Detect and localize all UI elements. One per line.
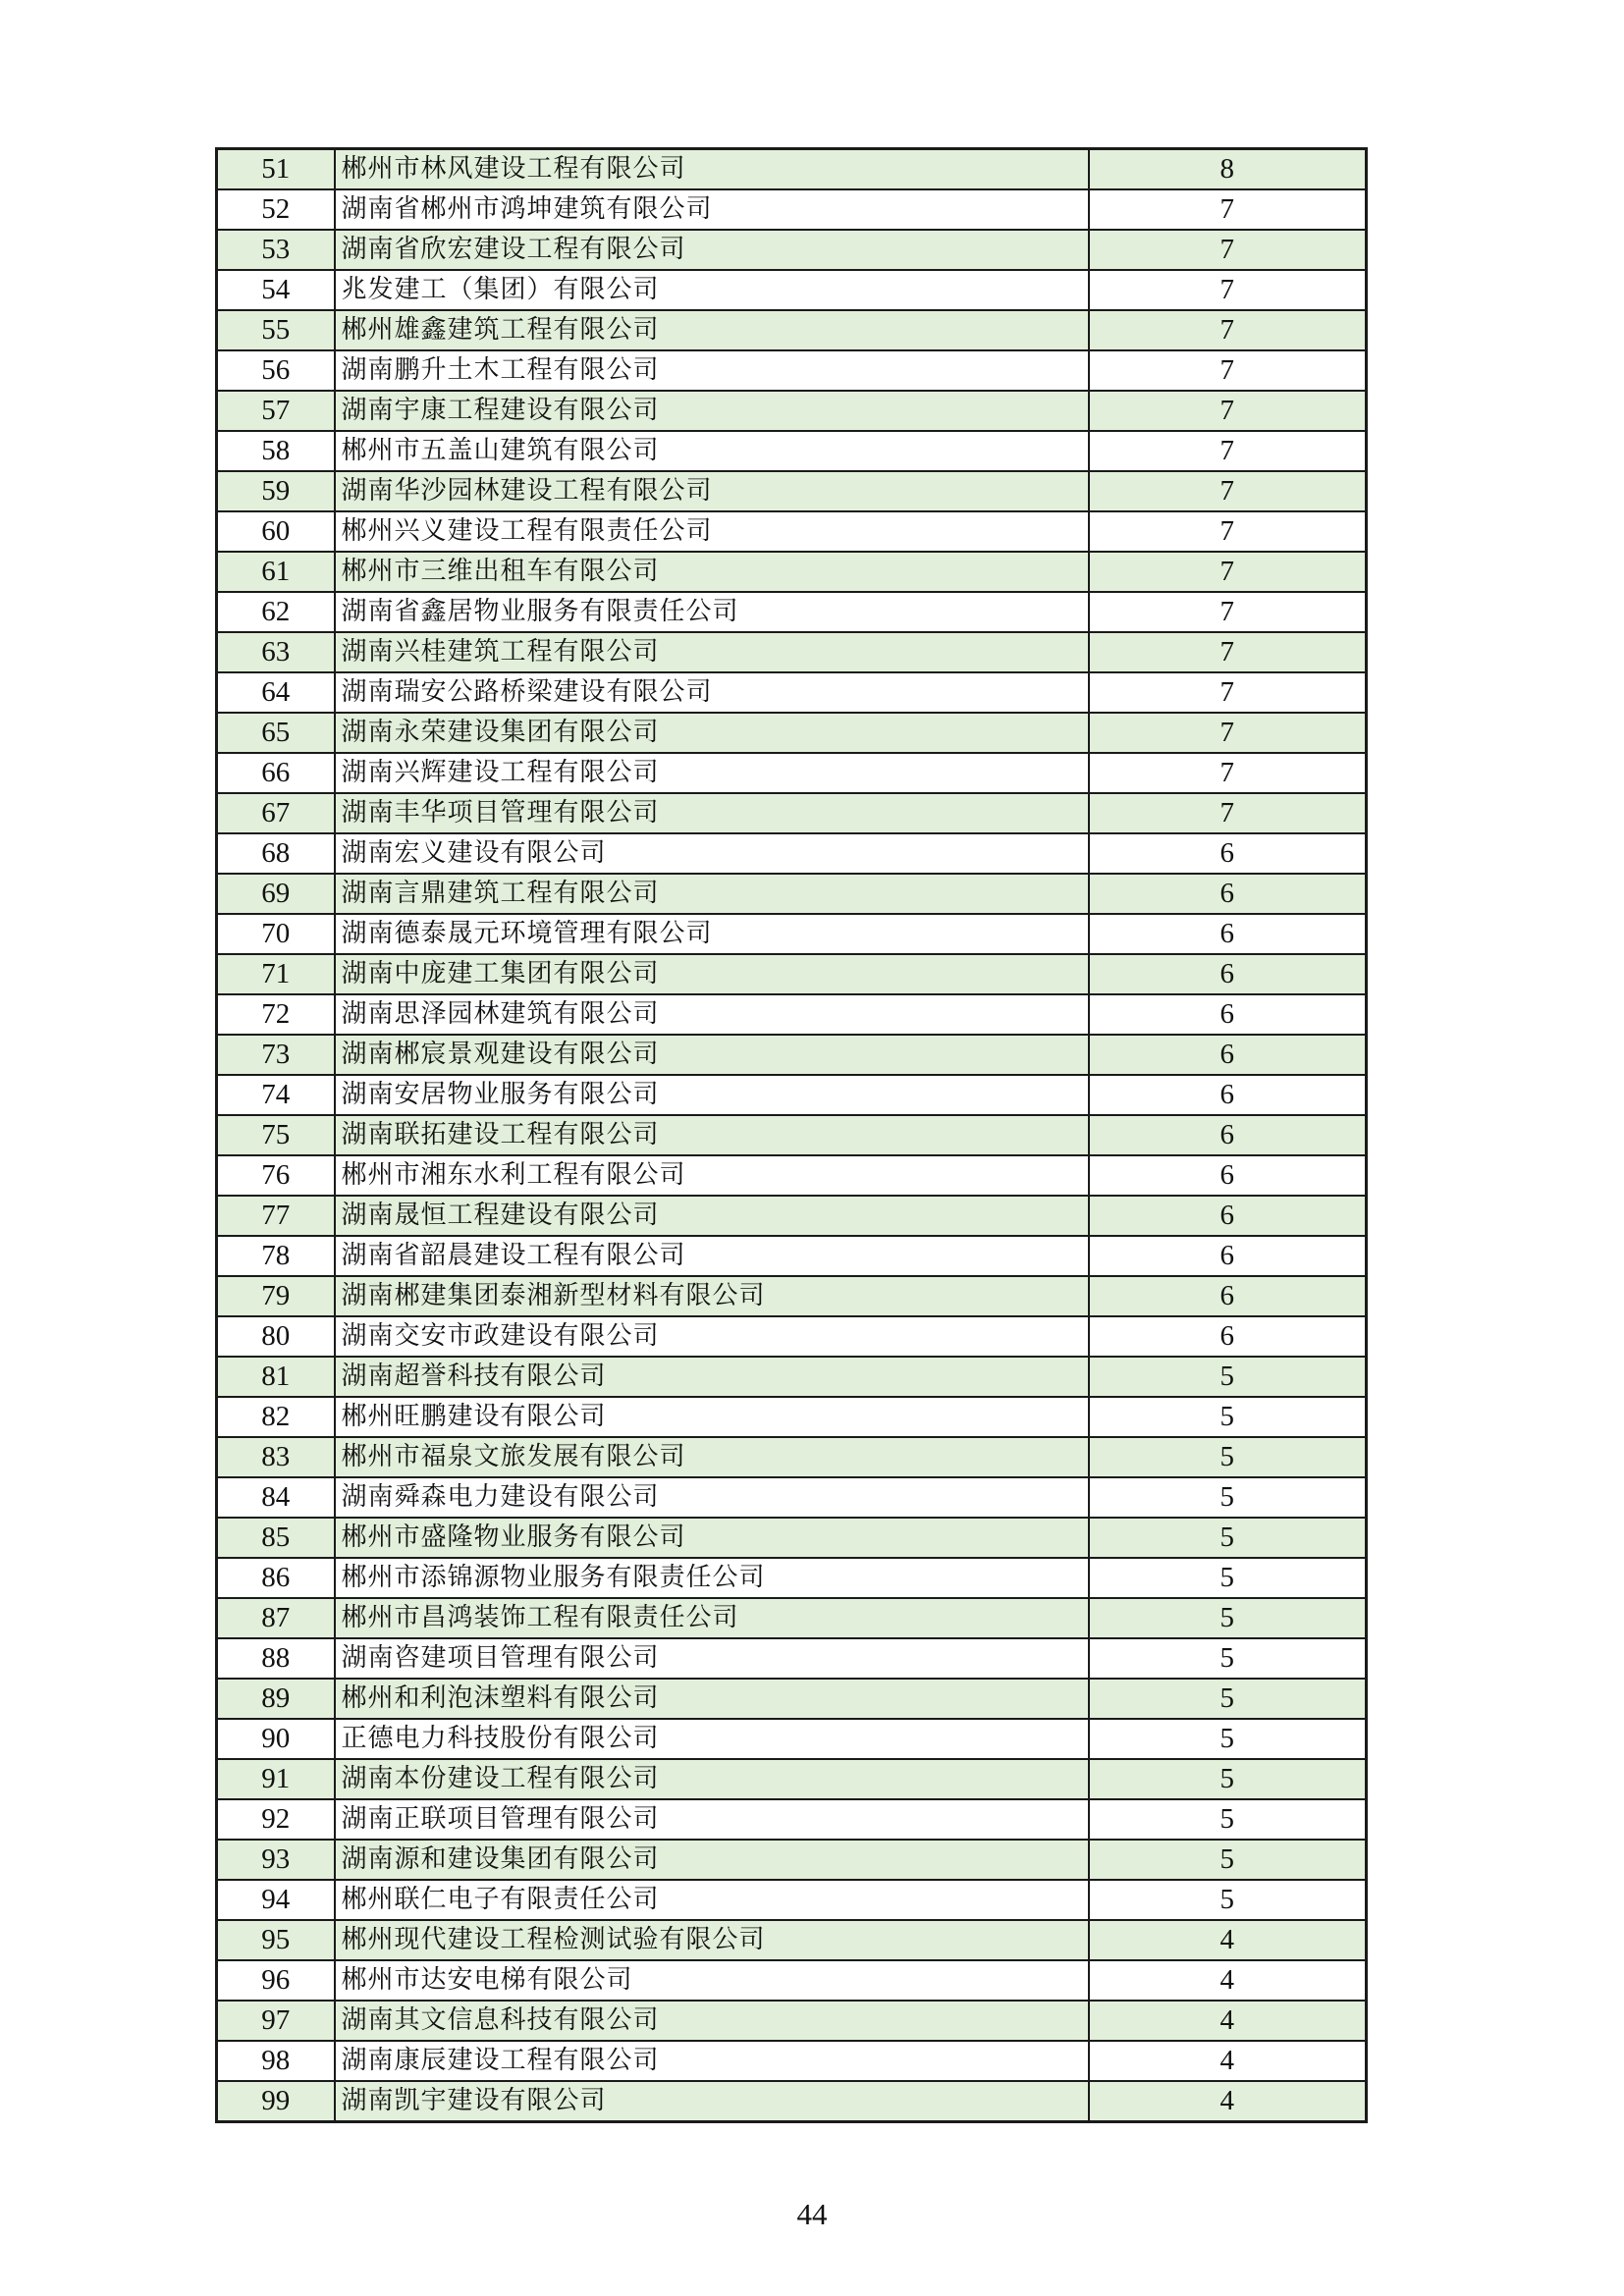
table-row <box>217 793 1367 833</box>
row-number-cell: 77 <box>217 1196 335 1236</box>
score-cell: 5 <box>1089 1357 1367 1397</box>
score-cell: 5 <box>1089 1719 1367 1759</box>
score-cell: 6 <box>1089 1236 1367 1276</box>
row-number-cell: 95 <box>217 1920 335 1960</box>
table-row <box>217 1518 1367 1558</box>
score-cell: 6 <box>1089 1316 1367 1357</box>
row-number-cell: 69 <box>217 874 335 914</box>
company-name-cell: 郴州现代建设工程检测试验有限公司 <box>335 1920 1089 1960</box>
row-number-cell: 65 <box>217 713 335 753</box>
table-row <box>217 1880 1367 1920</box>
company-name-cell: 郴州市五盖山建筑有限公司 <box>335 431 1089 471</box>
score-cell: 5 <box>1089 1840 1367 1880</box>
row-number-cell: 96 <box>217 1960 335 2001</box>
company-name-cell: 湖南联拓建设工程有限公司 <box>335 1115 1089 1155</box>
company-name-cell: 郴州市达安电梯有限公司 <box>335 1960 1089 2001</box>
company-name-cell: 郴州市昌鸿装饰工程有限责任公司 <box>335 1598 1089 1638</box>
table-row <box>217 1196 1367 1236</box>
company-name-cell: 湖南郴建集团泰湘新型材料有限公司 <box>335 1276 1089 1316</box>
table-row <box>217 2001 1367 2041</box>
row-number-cell: 92 <box>217 1799 335 1840</box>
score-cell: 5 <box>1089 1598 1367 1638</box>
score-cell: 5 <box>1089 1638 1367 1679</box>
score-cell: 7 <box>1089 793 1367 833</box>
row-number-cell: 82 <box>217 1397 335 1437</box>
ranking-table-body <box>217 149 1367 2122</box>
row-number-cell: 93 <box>217 1840 335 1880</box>
company-name-cell: 湖南言鼎建筑工程有限公司 <box>335 874 1089 914</box>
table-row <box>217 2081 1367 2122</box>
table-row <box>217 994 1367 1035</box>
ranking-table <box>215 147 1368 2123</box>
row-number-cell: 97 <box>217 2001 335 2041</box>
score-cell: 7 <box>1089 230 1367 270</box>
table-row <box>217 1115 1367 1155</box>
table-row <box>217 1236 1367 1276</box>
table-row <box>217 1960 1367 2001</box>
row-number-cell: 60 <box>217 511 335 552</box>
table-row <box>217 1276 1367 1316</box>
row-number-cell: 54 <box>217 270 335 310</box>
score-cell: 5 <box>1089 1477 1367 1518</box>
company-name-cell: 湖南康辰建设工程有限公司 <box>335 2041 1089 2081</box>
row-number-cell: 53 <box>217 230 335 270</box>
row-number-cell: 51 <box>217 149 335 190</box>
company-name-cell: 郴州和利泡沫塑料有限公司 <box>335 1679 1089 1719</box>
company-name-cell: 郴州市湘东水利工程有限公司 <box>335 1155 1089 1196</box>
score-cell: 7 <box>1089 511 1367 552</box>
score-cell: 7 <box>1089 592 1367 632</box>
score-cell: 6 <box>1089 1035 1367 1075</box>
table-row <box>217 1035 1367 1075</box>
score-cell: 4 <box>1089 2081 1367 2122</box>
score-cell: 7 <box>1089 310 1367 350</box>
company-name-cell: 郴州兴义建设工程有限责任公司 <box>335 511 1089 552</box>
score-cell: 6 <box>1089 874 1367 914</box>
row-number-cell: 98 <box>217 2041 335 2081</box>
row-number-cell: 86 <box>217 1558 335 1598</box>
row-number-cell: 62 <box>217 592 335 632</box>
table-row <box>217 833 1367 874</box>
table-row <box>217 1840 1367 1880</box>
table-row <box>217 310 1367 350</box>
row-number-cell: 81 <box>217 1357 335 1397</box>
row-number-cell: 55 <box>217 310 335 350</box>
company-name-cell: 湖南永荣建设集团有限公司 <box>335 713 1089 753</box>
company-name-cell: 湖南超誉科技有限公司 <box>335 1357 1089 1397</box>
table-row <box>217 1397 1367 1437</box>
score-cell: 6 <box>1089 954 1367 994</box>
score-cell: 7 <box>1089 350 1367 391</box>
score-cell: 7 <box>1089 552 1367 592</box>
table-row <box>217 189 1367 230</box>
table-row <box>217 230 1367 270</box>
row-number-cell: 59 <box>217 471 335 511</box>
table-row <box>217 1437 1367 1477</box>
table-row <box>217 1799 1367 1840</box>
company-name-cell: 郴州市林风建设工程有限公司 <box>335 149 1089 190</box>
table-row <box>217 1558 1367 1598</box>
table-row <box>217 350 1367 391</box>
company-name-cell: 郴州市三维出租车有限公司 <box>335 552 1089 592</box>
company-name-cell: 湖南省韶晨建设工程有限公司 <box>335 1236 1089 1276</box>
score-cell: 6 <box>1089 1196 1367 1236</box>
row-number-cell: 80 <box>217 1316 335 1357</box>
score-cell: 7 <box>1089 431 1367 471</box>
table-row <box>217 1920 1367 1960</box>
company-name-cell: 郴州旺鹏建设有限公司 <box>335 1397 1089 1437</box>
company-name-cell: 湖南舜森电力建设有限公司 <box>335 1477 1089 1518</box>
company-name-cell: 湖南晟恒工程建设有限公司 <box>335 1196 1089 1236</box>
row-number-cell: 85 <box>217 1518 335 1558</box>
score-cell: 7 <box>1089 391 1367 431</box>
table-row <box>217 1075 1367 1115</box>
company-name-cell: 湖南源和建设集团有限公司 <box>335 1840 1089 1880</box>
table-row <box>217 1316 1367 1357</box>
ranking-table-container <box>215 147 1365 2123</box>
company-name-cell: 兆发建工（集团）有限公司 <box>335 270 1089 310</box>
table-row <box>217 511 1367 552</box>
score-cell: 5 <box>1089 1397 1367 1437</box>
score-cell: 6 <box>1089 994 1367 1035</box>
table-row <box>217 713 1367 753</box>
score-cell: 4 <box>1089 1920 1367 1960</box>
score-cell: 6 <box>1089 914 1367 954</box>
score-cell: 7 <box>1089 471 1367 511</box>
row-number-cell: 75 <box>217 1115 335 1155</box>
score-cell: 6 <box>1089 1075 1367 1115</box>
table-row <box>217 552 1367 592</box>
row-number-cell: 78 <box>217 1236 335 1276</box>
table-row <box>217 753 1367 793</box>
row-number-cell: 91 <box>217 1759 335 1799</box>
row-number-cell: 66 <box>217 753 335 793</box>
row-number-cell: 87 <box>217 1598 335 1638</box>
score-cell: 7 <box>1089 672 1367 713</box>
page-number: 44 <box>796 2197 828 2231</box>
table-row <box>217 954 1367 994</box>
company-name-cell: 湖南郴宸景观建设有限公司 <box>335 1035 1089 1075</box>
table-row <box>217 1155 1367 1196</box>
row-number-cell: 70 <box>217 914 335 954</box>
company-name-cell: 湖南本份建设工程有限公司 <box>335 1759 1089 1799</box>
score-cell: 7 <box>1089 632 1367 672</box>
row-number-cell: 68 <box>217 833 335 874</box>
row-number-cell: 57 <box>217 391 335 431</box>
score-cell: 7 <box>1089 189 1367 230</box>
score-cell: 7 <box>1089 713 1367 753</box>
table-row <box>217 270 1367 310</box>
row-number-cell: 90 <box>217 1719 335 1759</box>
company-name-cell: 湖南中庞建工集团有限公司 <box>335 954 1089 994</box>
row-number-cell: 84 <box>217 1477 335 1518</box>
table-row <box>217 592 1367 632</box>
table-row <box>217 2041 1367 2081</box>
company-name-cell: 湖南兴桂建筑工程有限公司 <box>335 632 1089 672</box>
score-cell: 6 <box>1089 1276 1367 1316</box>
company-name-cell: 湖南丰华项目管理有限公司 <box>335 793 1089 833</box>
row-number-cell: 52 <box>217 189 335 230</box>
table-row <box>217 391 1367 431</box>
score-cell: 5 <box>1089 1437 1367 1477</box>
row-number-cell: 64 <box>217 672 335 713</box>
company-name-cell: 郴州联仁电子有限责任公司 <box>335 1880 1089 1920</box>
row-number-cell: 74 <box>217 1075 335 1115</box>
company-name-cell: 湖南凯宇建设有限公司 <box>335 2081 1089 2122</box>
company-name-cell: 湖南咨建项目管理有限公司 <box>335 1638 1089 1679</box>
company-name-cell: 湖南正联项目管理有限公司 <box>335 1799 1089 1840</box>
company-name-cell: 正德电力科技股份有限公司 <box>335 1719 1089 1759</box>
score-cell: 6 <box>1089 1115 1367 1155</box>
score-cell: 5 <box>1089 1880 1367 1920</box>
score-cell: 4 <box>1089 2041 1367 2081</box>
table-row <box>217 632 1367 672</box>
score-cell: 6 <box>1089 833 1367 874</box>
company-name-cell: 郴州市福泉文旅发展有限公司 <box>335 1437 1089 1477</box>
table-row <box>217 1598 1367 1638</box>
table-row <box>217 1357 1367 1397</box>
score-cell: 4 <box>1089 2001 1367 2041</box>
company-name-cell: 郴州市盛隆物业服务有限公司 <box>335 1518 1089 1558</box>
row-number-cell: 67 <box>217 793 335 833</box>
table-row <box>217 1759 1367 1799</box>
score-cell: 8 <box>1089 149 1367 190</box>
table-row <box>217 431 1367 471</box>
company-name-cell: 湖南省郴州市鸿坤建筑有限公司 <box>335 189 1089 230</box>
row-number-cell: 73 <box>217 1035 335 1075</box>
row-number-cell: 63 <box>217 632 335 672</box>
row-number-cell: 79 <box>217 1276 335 1316</box>
score-cell: 7 <box>1089 270 1367 310</box>
row-number-cell: 72 <box>217 994 335 1035</box>
table-row <box>217 672 1367 713</box>
company-name-cell: 湖南省欣宏建设工程有限公司 <box>335 230 1089 270</box>
table-row <box>217 1679 1367 1719</box>
company-name-cell: 湖南华沙园林建设工程有限公司 <box>335 471 1089 511</box>
company-name-cell: 湖南省鑫居物业服务有限责任公司 <box>335 592 1089 632</box>
table-row <box>217 914 1367 954</box>
company-name-cell: 郴州雄鑫建筑工程有限公司 <box>335 310 1089 350</box>
row-number-cell: 89 <box>217 1679 335 1719</box>
company-name-cell: 湖南瑞安公路桥梁建设有限公司 <box>335 672 1089 713</box>
row-number-cell: 61 <box>217 552 335 592</box>
row-number-cell: 71 <box>217 954 335 994</box>
row-number-cell: 76 <box>217 1155 335 1196</box>
company-name-cell: 湖南兴辉建设工程有限公司 <box>335 753 1089 793</box>
row-number-cell: 83 <box>217 1437 335 1477</box>
row-number-cell: 94 <box>217 1880 335 1920</box>
row-number-cell: 88 <box>217 1638 335 1679</box>
company-name-cell: 湖南德泰晟元环境管理有限公司 <box>335 914 1089 954</box>
company-name-cell: 湖南宇康工程建设有限公司 <box>335 391 1089 431</box>
table-row <box>217 1477 1367 1518</box>
company-name-cell: 湖南其文信息科技有限公司 <box>335 2001 1089 2041</box>
score-cell: 5 <box>1089 1799 1367 1840</box>
company-name-cell: 湖南交安市政建设有限公司 <box>335 1316 1089 1357</box>
score-cell: 5 <box>1089 1518 1367 1558</box>
table-row <box>217 874 1367 914</box>
table-row <box>217 149 1367 190</box>
company-name-cell: 郴州市添锦源物业服务有限责任公司 <box>335 1558 1089 1598</box>
company-name-cell: 湖南安居物业服务有限公司 <box>335 1075 1089 1115</box>
table-row <box>217 471 1367 511</box>
score-cell: 6 <box>1089 1155 1367 1196</box>
score-cell: 5 <box>1089 1558 1367 1598</box>
row-number-cell: 99 <box>217 2081 335 2122</box>
table-row <box>217 1638 1367 1679</box>
company-name-cell: 湖南宏义建设有限公司 <box>335 833 1089 874</box>
score-cell: 5 <box>1089 1679 1367 1719</box>
company-name-cell: 湖南思泽园林建筑有限公司 <box>335 994 1089 1035</box>
score-cell: 4 <box>1089 1960 1367 2001</box>
company-name-cell: 湖南鹏升土木工程有限公司 <box>335 350 1089 391</box>
table-row <box>217 1719 1367 1759</box>
row-number-cell: 58 <box>217 431 335 471</box>
row-number-cell: 56 <box>217 350 335 391</box>
score-cell: 5 <box>1089 1759 1367 1799</box>
score-cell: 7 <box>1089 753 1367 793</box>
